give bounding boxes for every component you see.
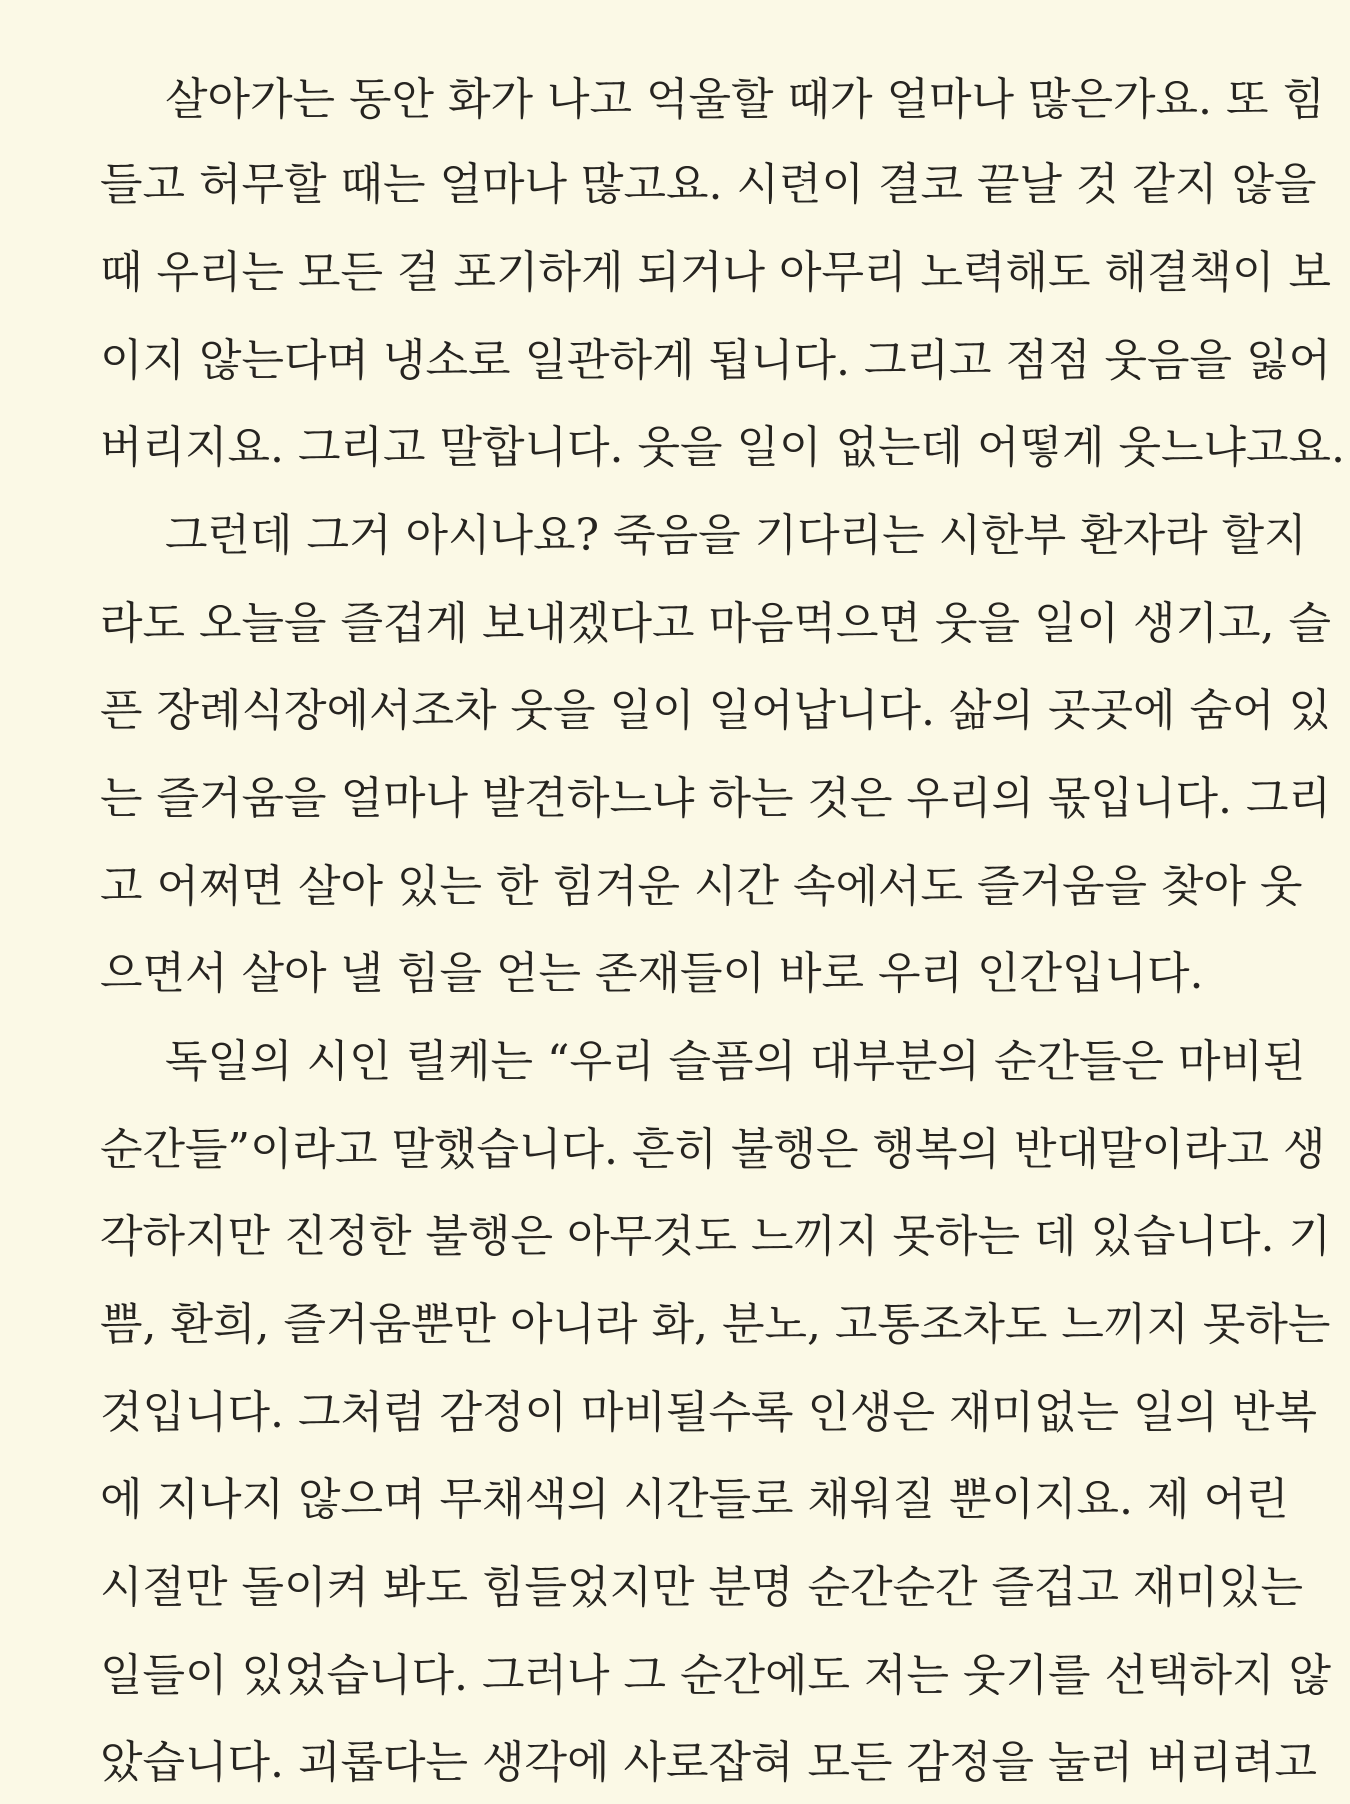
text-line: 라도 오늘을 즐겁게 보내겠다고 마음먹으면 웃을 일이 생기고, 슬	[100, 598, 1331, 649]
text-line: 으면서 살아 낼 힘을 얻는 존재들이 바로 우리 인간입니다.	[100, 948, 1204, 999]
text-line: 들고 허무할 때는 얼마나 많고요. 시련이 결코 끝날 것 같지 않을	[100, 159, 1317, 210]
text-line: 에 지나지 않으며 무채색의 시간들로 채워질 뿐이지요. 제 어린	[100, 1474, 1289, 1525]
text-line: 살아가는 동안 화가 나고 억울할 때가 얼마나 많은가요. 또 힘	[165, 74, 1325, 125]
text-line: 픈 장례식장에서조차 웃을 일이 일어납니다. 삶의 곳곳에 숨어 있	[100, 685, 1331, 736]
text-line: 순간들”이라고 말했습니다. 흔히 불행은 행복의 반대말이라고 생	[100, 1124, 1326, 1175]
text-line: 버리지요. 그리고 말합니다. 웃을 일이 없는데 어떻게 웃느냐고요.	[100, 422, 1345, 473]
text-line: 그런데 그거 아시나요? 죽음을 기다리는 시한부 환자라 할지	[165, 510, 1307, 561]
text-line: 쁨, 환희, 즐거움뿐만 아니라 화, 분노, 고통조차도 느끼지 못하는	[100, 1299, 1331, 1350]
text-line: 시절만 돌이켜 봐도 힘들었지만 분명 순간순간 즐겁고 재미있는	[100, 1562, 1304, 1613]
text-line: 일들이 있었습니다. 그러나 그 순간에도 저는 웃기를 선택하지 않	[100, 1650, 1331, 1701]
text-line: 때 우리는 모든 걸 포기하게 되거나 아무리 노력해도 해결책이 보	[100, 247, 1331, 298]
text-line: 는 즐거움을 얼마나 발견하느냐 하는 것은 우리의 몫입니다. 그리	[100, 773, 1331, 824]
text-line: 것입니다. 그처럼 감정이 마비될수록 인생은 재미없는 일의 반복	[100, 1387, 1317, 1438]
text-line: 각하지만 진정한 불행은 아무것도 느끼지 못하는 데 있습니다. 기	[100, 1211, 1331, 1262]
text-line: 았습니다. 괴롭다는 생각에 사로잡혀 모든 감정을 눌러 버리려고	[100, 1737, 1317, 1788]
text-line: 고 어쩌면 살아 있는 한 힘겨운 시간 속에서도 즐거움을 찾아 웃	[100, 861, 1303, 912]
text-line: 독일의 시인 릴케는 “우리 슬픔의 대부분의 순간들은 마비된	[165, 1036, 1306, 1087]
text-line: 이지 않는다며 냉소로 일관하게 됩니다. 그리고 점점 웃음을 잃어	[100, 335, 1331, 386]
